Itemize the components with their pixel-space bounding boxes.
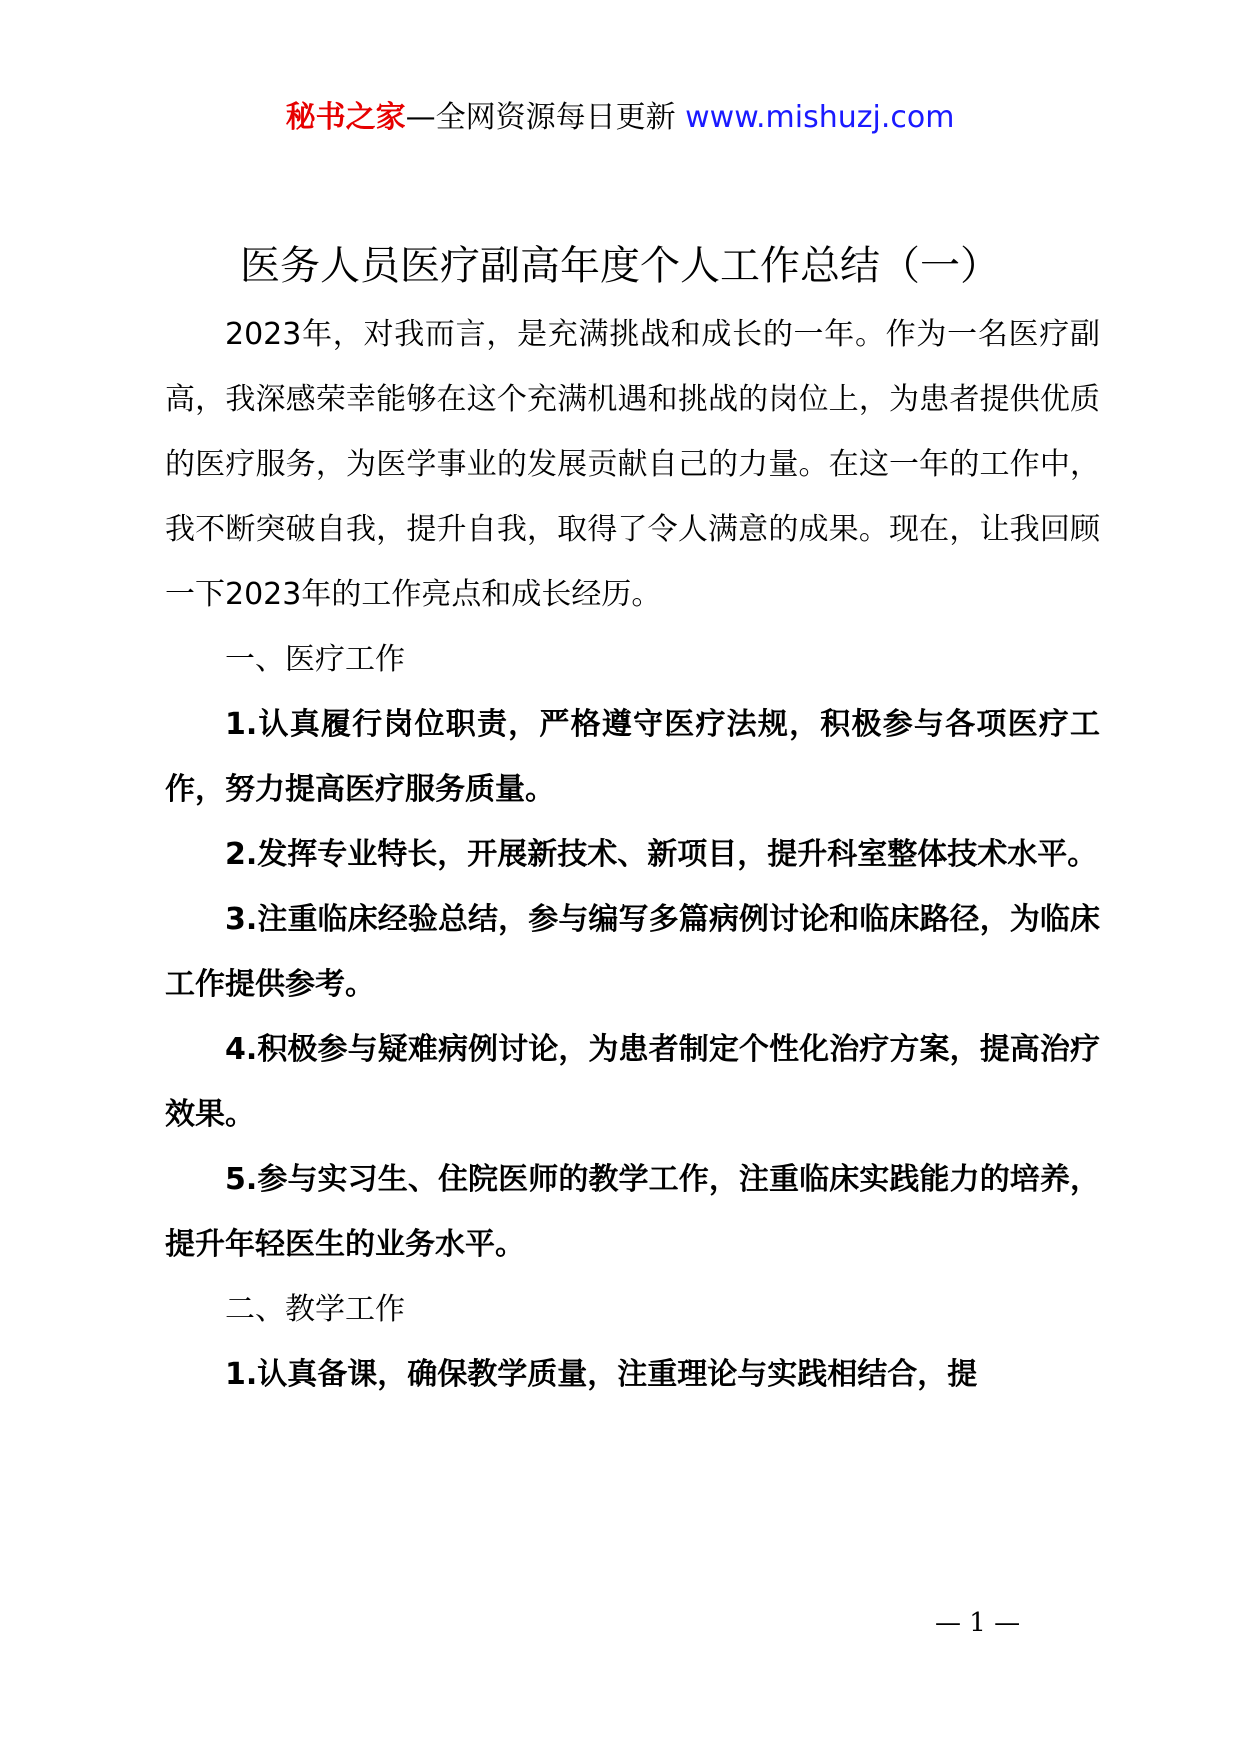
header-tagline: —全网资源每日更新 <box>405 100 676 135</box>
list-item: 3.注重临床经验总结，参与编写多篇病例讨论和临床路径，为临床工作提供参考。 <box>165 902 1100 1002</box>
section-heading-teaching: 二、教学工作 <box>225 1292 405 1327</box>
site-header <box>0 98 1240 138</box>
list-item: 4.积极参与疑难病例讨论，为患者制定个性化治疗方案，提高治疗效果。 <box>165 1032 1100 1132</box>
list-item: 5.参与实习生、住院医师的教学工作，注重临床实践能力的培养，提升年轻医生的业务水平。 <box>165 1162 1100 1262</box>
page-number: — 1 — <box>935 1608 1021 1638</box>
intro-paragraph: 2023年，对我而言，是充满挑战和成长的一年。作为一名医疗副高，我深感荣幸能够在这个充满机遇和挑战的岗位上，为患者提供优质的医疗服务，为医学事业的发展贡献自己的力量。在这一年的工作中，我不断突破自我，提升自我，取得了令人满意的成果。现在，让我回顾一下2023年的工作亮点和成长经历。 <box>165 317 1100 612</box>
brand-name: 秘书之家 <box>285 100 406 135</box>
document-title: 医务人员医疗副高年度个人工作总结（一） <box>240 243 1000 289</box>
section-heading-medical: 一、医疗工作 <box>225 642 405 677</box>
list-item: 1.认真履行岗位职责，严格遵守医疗法规，积极参与各项医疗工作，努力提高医疗服务质量。 <box>165 707 1100 807</box>
list-item: 1.认真备课，确保教学质量，注重理论与实践相结合，提 <box>225 1357 978 1392</box>
site-url-link[interactable]: www.mishuzj.com <box>685 100 955 135</box>
document-body <box>165 302 1100 1407</box>
list-item: 2.发挥专业特长，开展新技术、新项目，提升科室整体技术水平。 <box>225 837 1098 872</box>
